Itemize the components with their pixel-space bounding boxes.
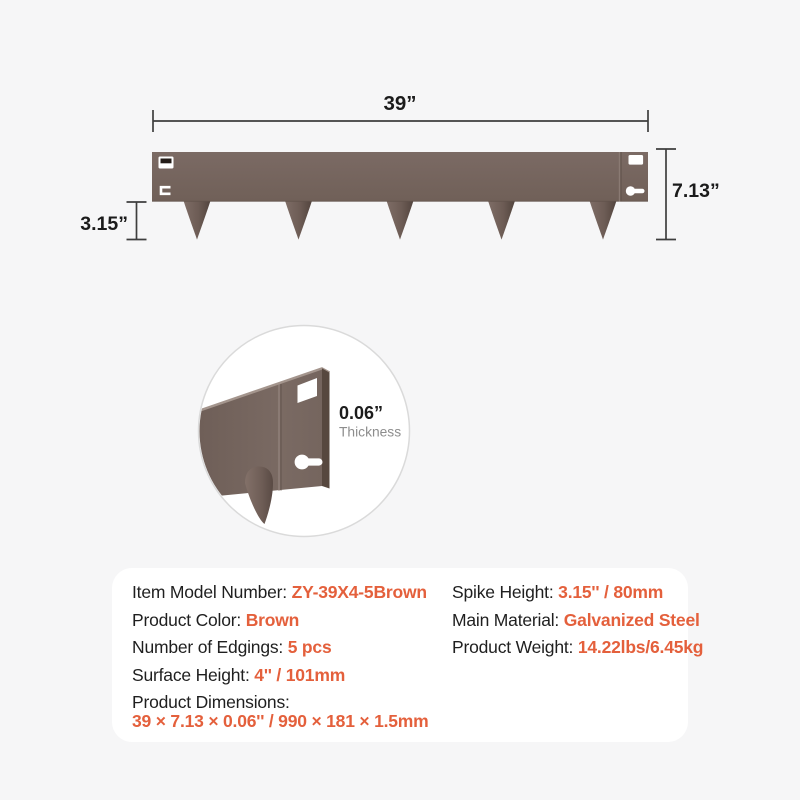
spec-label: Product Weight: [452,637,578,658]
total-height-label: 7.13” [672,180,720,202]
spec-column-left [132,583,432,740]
thickness-detail-circle [186,326,410,537]
spec-label: Surface Height: [132,664,255,685]
spike [285,201,312,240]
spec-value: 39 × 7.13 × 0.06'' / 990 × 181 × 1.5mm [132,710,429,731]
right-rect-slot [629,155,644,165]
thickness-caption: Thickness [339,424,402,440]
spec-row-color [132,611,432,630]
thickness-value: 0.06” [339,403,384,423]
spike [184,201,211,240]
spike [488,201,515,240]
spike [387,201,414,240]
spec-value: Brown [245,609,300,630]
spec-row-spike-height [452,583,682,602]
spec-label: Item Model Number: [132,582,292,602]
spike-height-label: 3.15” [80,213,128,235]
spec-label: Product Dimensions: [132,692,290,713]
spec-label: Number of Edgings: [132,637,288,658]
edging-strip [152,152,648,202]
spike [590,201,617,240]
spec-row-dimensions [132,693,432,730]
spec-value: ZY-39X4-5Brown [291,582,427,602]
spec-label: Product Color: [132,609,246,630]
spec-row-material [452,609,700,630]
left-tab-slot [159,157,174,169]
spec-row-surface-height [132,666,432,685]
spike-height-dimension [127,202,147,240]
spec-label: Main Material: [452,609,564,630]
spec-column-right [452,582,704,666]
spec-value: 5 pcs [287,637,332,658]
spec-value: 14.22lbs/6.45kg [577,637,704,658]
spec-label: Spike Height: [452,582,559,602]
spec-row-edgings [132,638,432,657]
spec-value: Galvanized Steel [563,609,700,630]
spec-value: 3.15'' / 80mm [558,582,664,602]
spec-row-model [132,583,432,602]
spec-value: 4'' / 101mm [254,664,346,685]
spec-panel [112,568,704,742]
spec-row-weight [452,637,704,658]
ground-spikes [184,201,617,240]
width-dimension-label: 39” [383,92,417,115]
detail-plate-thickness-edge [322,368,330,488]
